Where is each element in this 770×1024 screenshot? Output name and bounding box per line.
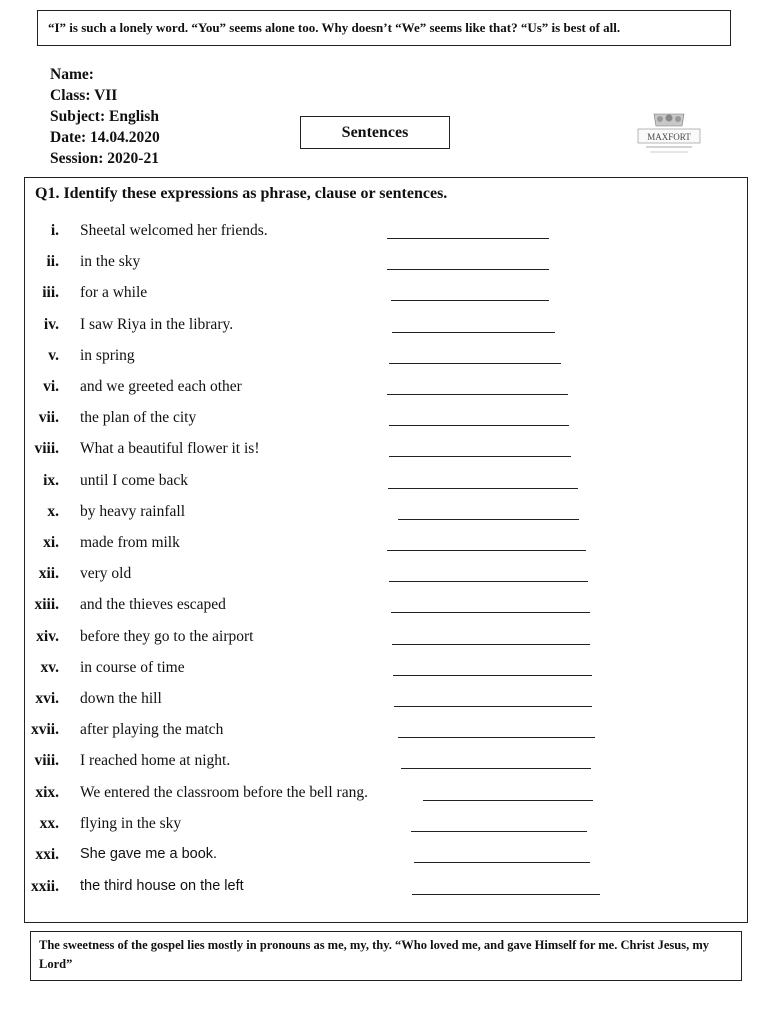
question-item xyxy=(25,752,749,774)
question-box xyxy=(24,177,748,923)
question-item xyxy=(25,721,749,743)
answer-blank xyxy=(392,644,590,645)
answer-blank xyxy=(392,332,555,333)
question-item xyxy=(25,565,749,587)
item-text: after playing the match xyxy=(80,721,224,738)
item-text: for a while xyxy=(80,284,148,301)
answer-blank xyxy=(387,269,549,270)
item-number: vi. xyxy=(43,378,59,395)
item-text: in spring xyxy=(80,347,135,364)
session-label: Session: 2020-21 xyxy=(50,150,159,167)
item-number: xxi. xyxy=(35,846,59,863)
item-text: very old xyxy=(80,565,132,582)
item-number: viii. xyxy=(34,440,59,457)
question-item xyxy=(25,316,749,338)
item-text: in course of time xyxy=(80,659,185,676)
answer-blank xyxy=(391,612,590,613)
date-label: Date: 14.04.2020 xyxy=(50,129,160,146)
item-number: xvii. xyxy=(31,721,59,738)
item-text: She gave me a book. xyxy=(80,846,218,862)
school-logo xyxy=(634,112,704,160)
item-number: xxii. xyxy=(31,878,59,895)
answer-blank xyxy=(387,550,586,551)
question-item xyxy=(25,784,749,806)
item-number: vii. xyxy=(38,409,59,426)
name-label: Name: xyxy=(50,66,94,83)
item-text: in the sky xyxy=(80,253,141,270)
item-text: I reached home at night. xyxy=(80,752,231,769)
item-text: the plan of the city xyxy=(80,409,197,426)
item-number: xiv. xyxy=(36,628,59,645)
item-number: ii. xyxy=(46,253,59,270)
item-number: xix. xyxy=(35,784,59,801)
answer-blank xyxy=(389,581,588,582)
item-number: xi. xyxy=(43,534,59,551)
question-title: Q1. Identify these expressions as phrase, clause or sentences. xyxy=(35,185,448,202)
question-item xyxy=(25,815,749,837)
answer-blank xyxy=(423,800,593,801)
question-item xyxy=(25,347,749,369)
question-item xyxy=(25,628,749,650)
answer-blank xyxy=(389,456,571,457)
item-number: x. xyxy=(47,503,59,520)
answer-blank xyxy=(394,706,592,707)
answer-blank xyxy=(388,488,578,489)
item-text: Sheetal welcomed her friends. xyxy=(80,222,268,239)
answer-blank xyxy=(389,425,569,426)
question-item xyxy=(25,690,749,712)
item-text: I saw Riya in the library. xyxy=(80,316,234,333)
question-item xyxy=(25,409,749,431)
subject-label: Subject: English xyxy=(50,108,159,125)
item-number: xiii. xyxy=(34,596,59,613)
answer-blank xyxy=(401,768,591,769)
answer-blank xyxy=(412,894,600,895)
item-text: made from milk xyxy=(80,534,180,551)
answer-blank xyxy=(389,363,561,364)
item-number: v. xyxy=(48,347,59,364)
item-number: xii. xyxy=(38,565,59,582)
answer-blank xyxy=(393,675,592,676)
top-quote: “I” is such a lonely word. “You” seems alone too. Why doesn’t “We” seems like that? “Us” is best of all. xyxy=(48,20,621,35)
item-text: until I come back xyxy=(80,472,189,489)
answer-blank xyxy=(411,831,587,832)
question-item xyxy=(25,440,749,462)
answer-blank xyxy=(414,862,590,863)
item-number: i. xyxy=(50,222,59,239)
question-item xyxy=(25,846,749,868)
question-item xyxy=(25,596,749,618)
top-quote-box xyxy=(37,10,731,46)
worksheet-title-box xyxy=(300,116,450,149)
item-number: xx. xyxy=(39,815,59,832)
item-text: the third house on the left xyxy=(80,878,244,894)
item-text: and we greeted each other xyxy=(80,378,242,395)
answer-blank xyxy=(398,737,595,738)
item-number: viii. xyxy=(34,752,59,769)
question-item xyxy=(25,222,749,244)
question-item xyxy=(25,378,749,400)
answer-blank xyxy=(387,394,568,395)
question-item xyxy=(25,253,749,275)
answer-blank xyxy=(387,238,549,239)
class-label: Class: VII xyxy=(50,87,118,104)
question-item xyxy=(25,472,749,494)
item-text: before they go to the airport xyxy=(80,628,254,645)
item-text: We entered the classroom before the bell rang. xyxy=(80,784,368,801)
answer-blank xyxy=(391,300,549,301)
item-text: flying in the sky xyxy=(80,815,182,832)
answer-blank xyxy=(398,519,579,520)
question-item xyxy=(25,503,749,525)
bottom-quote-box xyxy=(30,931,742,981)
logo-text: MAXFORT xyxy=(647,132,691,142)
item-text: by heavy rainfall xyxy=(80,503,186,520)
item-text: down the hill xyxy=(80,690,162,707)
item-number: iv. xyxy=(43,316,59,333)
worksheet-title: Sentences xyxy=(341,124,409,141)
question-item xyxy=(25,878,749,900)
question-item xyxy=(25,534,749,556)
question-item xyxy=(25,659,749,681)
student-info xyxy=(50,64,160,169)
item-number: xv. xyxy=(40,659,59,676)
item-text: What a beautiful flower it is! xyxy=(80,440,260,457)
item-number: xvi. xyxy=(35,690,59,707)
bottom-quote: The sweetness of the gospel lies mostly in pronouns as me, my, thy. “Who loved me, and gave Himself for me. Christ Jesus, my Lord” xyxy=(39,938,710,971)
item-number: iii. xyxy=(42,284,59,301)
item-number: ix. xyxy=(43,472,59,489)
item-text: and the thieves escaped xyxy=(80,596,226,613)
question-item xyxy=(25,284,749,306)
